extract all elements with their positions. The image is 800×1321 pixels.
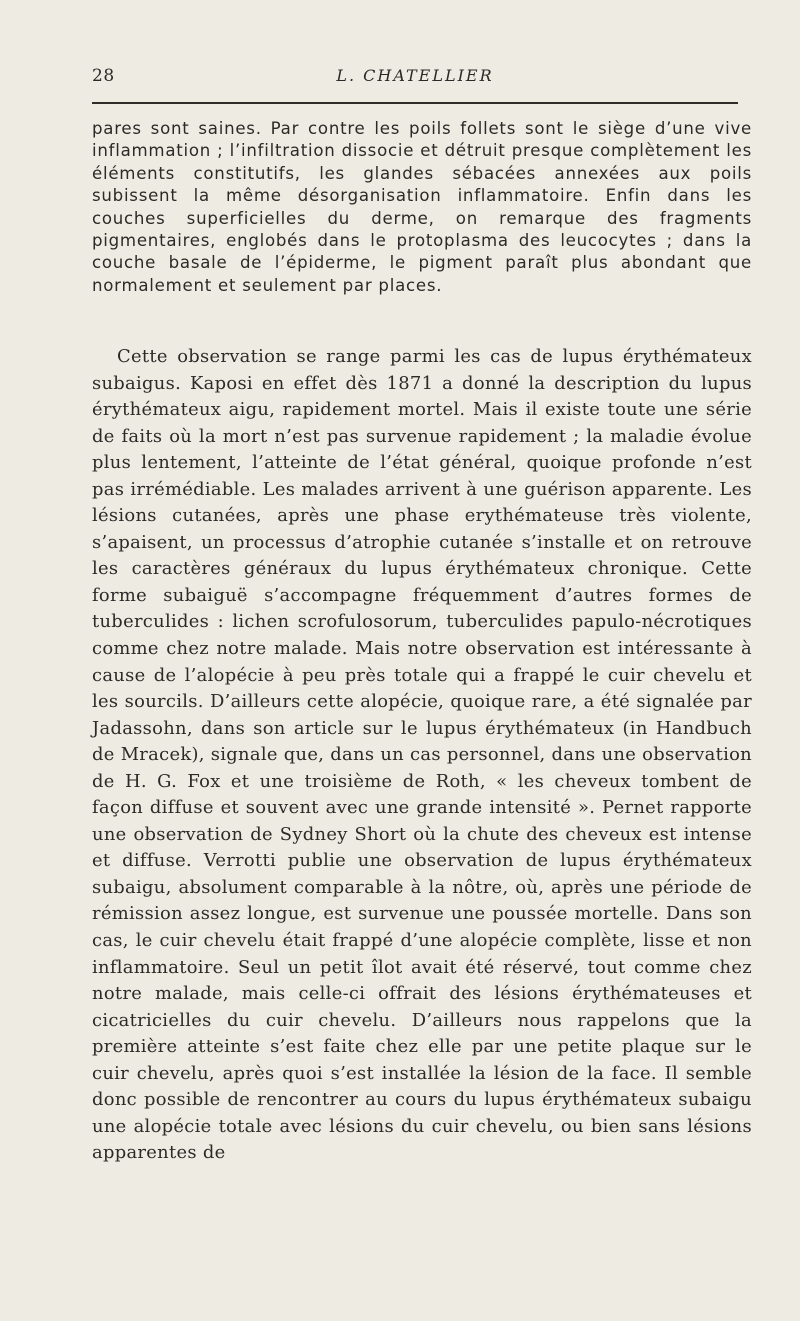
- continued-paragraph: pares sont saines. Par contre les poils follets sont le siège d’une vive inflammation ; l’infiltration dissocie et détruit presque complètement les éléments constitutifs, les glandes sébacées annexées aux poils subissent la même désorganisation inflammatoire. Enfin dans les couches superficielles du derme, on remarque des fragments pigmentaires, englobés dans le protoplasma des leucocytes ; dans la couche basale de l’épiderme, le pigment paraît plus abondant que normalement et seulement par places.: [92, 119, 752, 295]
- page-header: [92, 66, 738, 90]
- header-rule: [92, 102, 738, 104]
- page-number: 28: [92, 66, 115, 86]
- main-paragraph: Cette observation se range parmi les cas de lupus érythémateux subaigus. Kaposi en effet dès 1871 a donné la description du lupus érythémateux aigu, rapidement mortel. Mais il existe toute une série de faits où la mort n’est pas survenue rapidement ; la maladie évolue plus lentement, l’atteinte de l’état général, quoique profonde n’est pas irrémédiable. Les malades arrivent à une guérison apparente. Les lésions cutanées, après une phase erythémateuse très violente, s’apaisent, un processus d’atrophie cutanée s’installe et on retrouve les caractères généraux du lupus érythémateux chronique. Cette forme subaiguë s’accompagne fréquemment d’autres formes de tuberculides : lichen scrofulosorum, tuberculides papulo-nécrotiques comme chez notre malade. Mais notre observation est intéressante à cause de l’alopécie à peu près totale qui a frappé le cuir chevelu et les sourcils. D’ailleurs cette alopécie, quoique rare, a été signalée par Jadassohn, dans son article sur le lupus érythémateux (in Handbuch de Mracek), signale que, dans un cas personnel, dans une observation de H. G. Fox et une troisième de Roth, « les cheveux tombent de façon diffuse et souvent avec une grande intensité ». Pernet rapporte une observation de Sydney Short où la chute des cheveux est intense et diffuse. Verrotti publie une observation de lupus érythémateux subaigu, absolument comparable à la nôtre, où, après une période de rémission assez longue, est survenue une poussée mortelle. Dans son cas, le cuir chevelu était frappé d’une alopécie complète, lisse et non inflammatoire. Seul un petit îlot avait été réservé, tout comme chez notre malade, mais celle-ci offrait des lésions érythémateuses et cicatricielles du cuir chevelu. D’ailleurs nous rappelons que la première atteinte s’est faite chez elle par une petite plaque sur le cuir chevelu, après quoi s’est installée la lésion de la face. Il semble donc possible de rencontrer au cours du lupus érythémateux subaigu une alopécie totale avec lésions du cuir chevelu, ou bien sans lésions apparentes de: [92, 346, 752, 1164]
- running-title: L. CHATELLIER: [336, 66, 494, 85]
